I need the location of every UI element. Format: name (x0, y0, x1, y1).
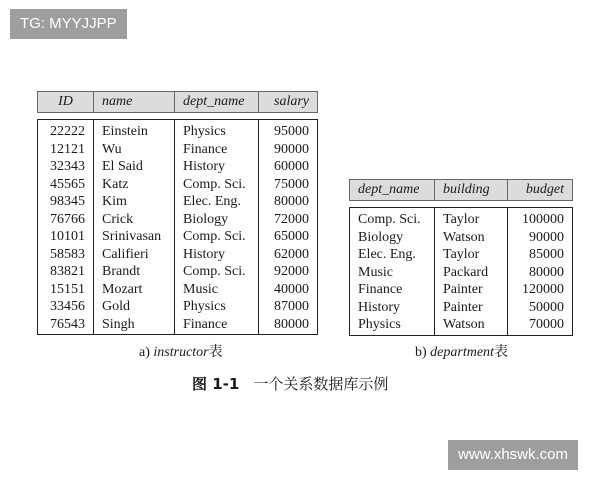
table-row (350, 246, 573, 264)
instructor-cell-ID: 45565 (38, 176, 94, 194)
instructor-cell-dept-name: Finance (175, 141, 259, 159)
gap-cell (94, 113, 175, 120)
instructor-cell-ID: 98345 (38, 193, 94, 211)
instructor-cell-dept-name: Physics (175, 298, 259, 316)
figure-number: 图 1-1 (192, 375, 240, 393)
department-cell-building: Watson (435, 316, 508, 335)
department-header-gap (350, 201, 573, 208)
instructor-cell-dept-name: Finance (175, 316, 259, 335)
table-row (38, 263, 318, 281)
instructor-header-name: name (94, 92, 175, 113)
instructor-cell-salary: 62000 (259, 246, 318, 264)
instructor-cell-salary: 60000 (259, 158, 318, 176)
instructor-cell-name: Brandt (94, 263, 175, 281)
instructor-header-row (38, 92, 318, 113)
instructor-caption: a) instructor表 (139, 345, 223, 360)
department-header-building: building (435, 180, 508, 201)
instructor-cell-salary: 92000 (259, 263, 318, 281)
department-header-budget: budget (508, 180, 573, 201)
instructor-cell-name: Katz (94, 176, 175, 194)
instructor-cell-name: Singh (94, 316, 175, 335)
table-row (38, 141, 318, 159)
table-row (38, 246, 318, 264)
table-row (38, 120, 318, 141)
gap-cell (435, 201, 508, 208)
table-row (38, 211, 318, 229)
instructor-header-gap (38, 113, 318, 120)
department-cell-building: Taylor (435, 208, 508, 229)
table-row (350, 264, 573, 282)
department-cell-dept-name: Music (350, 264, 435, 282)
department-cell-building: Painter (435, 299, 508, 317)
instructor-cell-salary: 75000 (259, 176, 318, 194)
department-cell-budget: 120000 (508, 281, 573, 299)
gap-cell (175, 113, 259, 120)
table-row (38, 158, 318, 176)
instructor-cell-name: Califieri (94, 246, 175, 264)
department-cell-building: Painter (435, 281, 508, 299)
instructor-cell-ID: 58583 (38, 246, 94, 264)
department-cell-building: Taylor (435, 246, 508, 264)
instructor-cell-salary: 40000 (259, 281, 318, 299)
instructor-cell-salary: 65000 (259, 228, 318, 246)
instructor-cell-salary: 80000 (259, 316, 318, 335)
instructor-cell-ID: 22222 (38, 120, 94, 141)
department-cell-dept-name: Elec. Eng. (350, 246, 435, 264)
instructor-cell-name: Srinivasan (94, 228, 175, 246)
table-row (38, 176, 318, 194)
instructor-header-ID: ID (38, 92, 94, 113)
department-cell-budget: 100000 (508, 208, 573, 229)
instructor-cell-dept-name: History (175, 158, 259, 176)
gap-cell (259, 113, 318, 120)
watermark-top: TG: MYYJJPP (10, 9, 127, 39)
instructor-cell-salary: 95000 (259, 120, 318, 141)
table-row (38, 228, 318, 246)
department-cell-building: Watson (435, 229, 508, 247)
instructor-cell-name: Gold (94, 298, 175, 316)
instructor-cell-ID: 83821 (38, 263, 94, 281)
instructor-cell-ID: 32343 (38, 158, 94, 176)
instructor-header-dept-name: dept_name (175, 92, 259, 113)
instructor-cell-ID: 10101 (38, 228, 94, 246)
department-cell-dept-name: Comp. Sci. (350, 208, 435, 229)
gap-cell (350, 201, 435, 208)
department-header-row (350, 180, 573, 201)
instructor-cell-ID: 33456 (38, 298, 94, 316)
department-cell-dept-name: Finance (350, 281, 435, 299)
instructor-cell-dept-name: Comp. Sci. (175, 176, 259, 194)
department-cell-budget: 70000 (508, 316, 573, 335)
instructor-cell-dept-name: Comp. Sci. (175, 263, 259, 281)
instructor-cell-dept-name: Comp. Sci. (175, 228, 259, 246)
figure-title (192, 373, 388, 394)
table-row (350, 208, 573, 229)
instructor-cell-salary: 87000 (259, 298, 318, 316)
department-caption: b) department表 (415, 345, 508, 360)
gap-cell (508, 201, 573, 208)
instructor-cell-dept-name: Biology (175, 211, 259, 229)
instructor-cell-dept-name: History (175, 246, 259, 264)
department-cell-budget: 50000 (508, 299, 573, 317)
department-table (349, 179, 573, 336)
instructor-cell-ID: 76543 (38, 316, 94, 335)
instructor-header-salary: salary (259, 92, 318, 113)
department-cell-building: Packard (435, 264, 508, 282)
department-cell-dept-name: Physics (350, 316, 435, 335)
table-row (38, 193, 318, 211)
instructor-cell-name: Wu (94, 141, 175, 159)
watermark-bottom: www.xhswk.com (448, 440, 578, 470)
table-row (350, 229, 573, 247)
instructor-cell-salary: 90000 (259, 141, 318, 159)
instructor-cell-name: Mozart (94, 281, 175, 299)
instructor-cell-name: Einstein (94, 120, 175, 141)
table-row (350, 281, 573, 299)
table-row (38, 316, 318, 335)
instructor-cell-dept-name: Music (175, 281, 259, 299)
instructor-cell-ID: 12121 (38, 141, 94, 159)
instructor-cell-ID: 76766 (38, 211, 94, 229)
department-cell-budget: 90000 (508, 229, 573, 247)
department-cell-budget: 85000 (508, 246, 573, 264)
instructor-cell-name: Crick (94, 211, 175, 229)
table-row (38, 281, 318, 299)
gap-cell (38, 113, 94, 120)
instructor-cell-ID: 15151 (38, 281, 94, 299)
department-cell-dept-name: Biology (350, 229, 435, 247)
department-cell-budget: 80000 (508, 264, 573, 282)
instructor-cell-dept-name: Elec. Eng. (175, 193, 259, 211)
instructor-cell-dept-name: Physics (175, 120, 259, 141)
table-row (350, 316, 573, 335)
table-row (38, 298, 318, 316)
department-header-dept-name: dept_name (350, 180, 435, 201)
instructor-cell-name: Kim (94, 193, 175, 211)
instructor-cell-salary: 72000 (259, 211, 318, 229)
figure-title-text: 一个关系数据库示例 (253, 375, 389, 393)
department-cell-dept-name: History (350, 299, 435, 317)
table-row (350, 299, 573, 317)
instructor-table (37, 91, 318, 335)
instructor-cell-salary: 80000 (259, 193, 318, 211)
instructor-cell-name: El Said (94, 158, 175, 176)
